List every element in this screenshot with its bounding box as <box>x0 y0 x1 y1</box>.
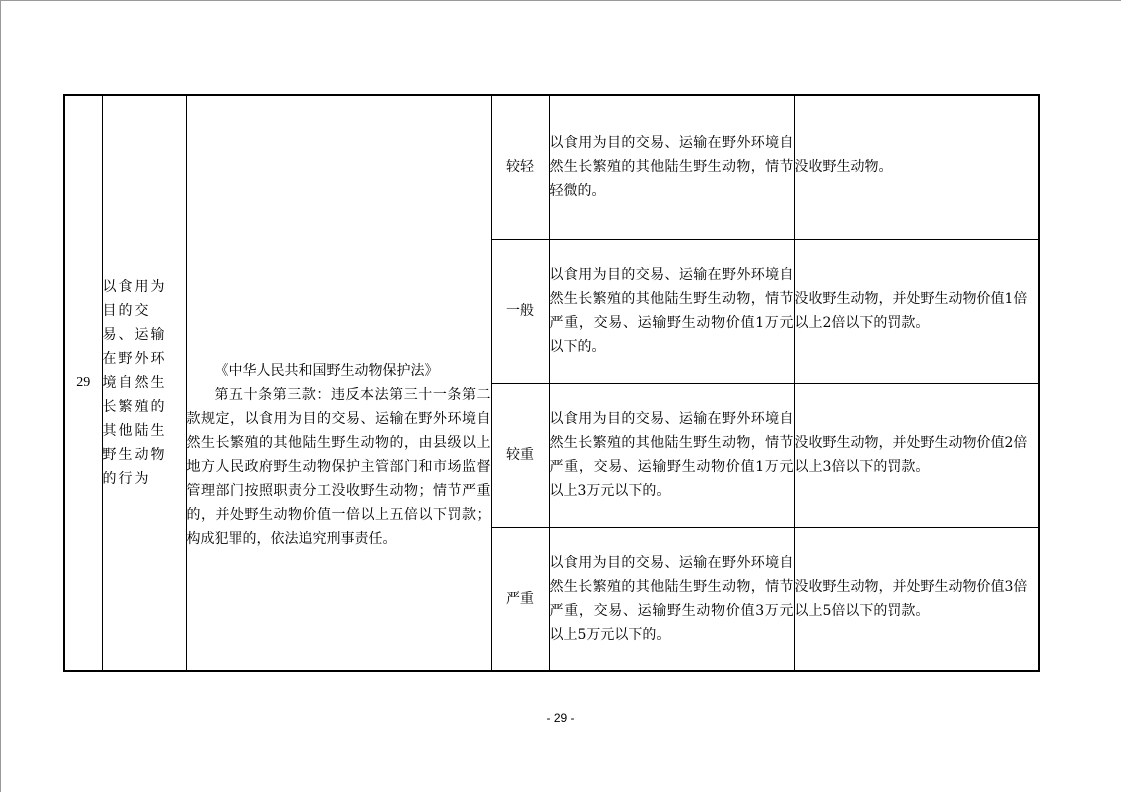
page-border-top <box>0 0 1121 1</box>
penalty-table <box>63 94 1040 672</box>
penalty-cell: 没收野生动物，并处野生动物价值2倍以上3倍以下的罚款。 <box>794 383 1039 527</box>
legal-basis-cell <box>186 95 491 671</box>
table-row <box>64 95 1039 239</box>
level-cell: 严重 <box>491 527 549 671</box>
page-number: - 29 - <box>546 711 575 725</box>
law-title: 《中华人民共和国野生动物保护法》 <box>214 363 439 379</box>
condition-cell: 以食用为目的交易、运输在野外环境自然生长繁殖的其他陆生野生动物，情节严重，交易、运输野生动物价值1万元以下的。 <box>549 239 794 383</box>
condition-cell: 以食用为目的交易、运输在野外环境自然生长繁殖的其他陆生野生动物，情节轻微的。 <box>549 95 794 239</box>
law-article: 第五十条第三款：违反本法第三十一条第二款规定，以食用为目的交易、运输在野外环境自然生长繁殖的其他陆生野生动物的，由县级以上地方人民政府野生动物保护主管部门和市场监督管理部门按照职责分工没收野生动物；情节严重的，并处野生动物价值一倍以上五倍以下罚款；构成犯罪的，依法追究刑事责任。 <box>186 387 491 547</box>
condition-cell: 以食用为目的交易、运输在野外环境自然生长繁殖的其他陆生野生动物，情节严重，交易、运输野生动物价值1万元以上3万元以下的。 <box>549 383 794 527</box>
penalty-cell: 没收野生动物。 <box>794 95 1039 239</box>
condition-cell: 以食用为目的交易、运输在野外环境自然生长繁殖的其他陆生野生动物，情节严重，交易、运输野生动物价值3万元以上5万元以下的。 <box>549 527 794 671</box>
penalty-cell: 没收野生动物，并处野生动物价值3倍以上5倍以下的罚款。 <box>794 527 1039 671</box>
level-cell: 一般 <box>491 239 549 383</box>
level-cell: 较重 <box>491 383 549 527</box>
behavior-text: 以食用为目的交易、运输在野外环境自然生长繁殖的其他陆生野生动物的行为 <box>102 279 167 487</box>
behavior-cell <box>102 95 186 671</box>
penalty-cell: 没收野生动物，并处野生动物价值1倍以上2倍以下的罚款。 <box>794 239 1039 383</box>
row-number: 29 <box>64 95 102 671</box>
level-cell: 较轻 <box>491 95 549 239</box>
page-border-left <box>0 0 1 792</box>
